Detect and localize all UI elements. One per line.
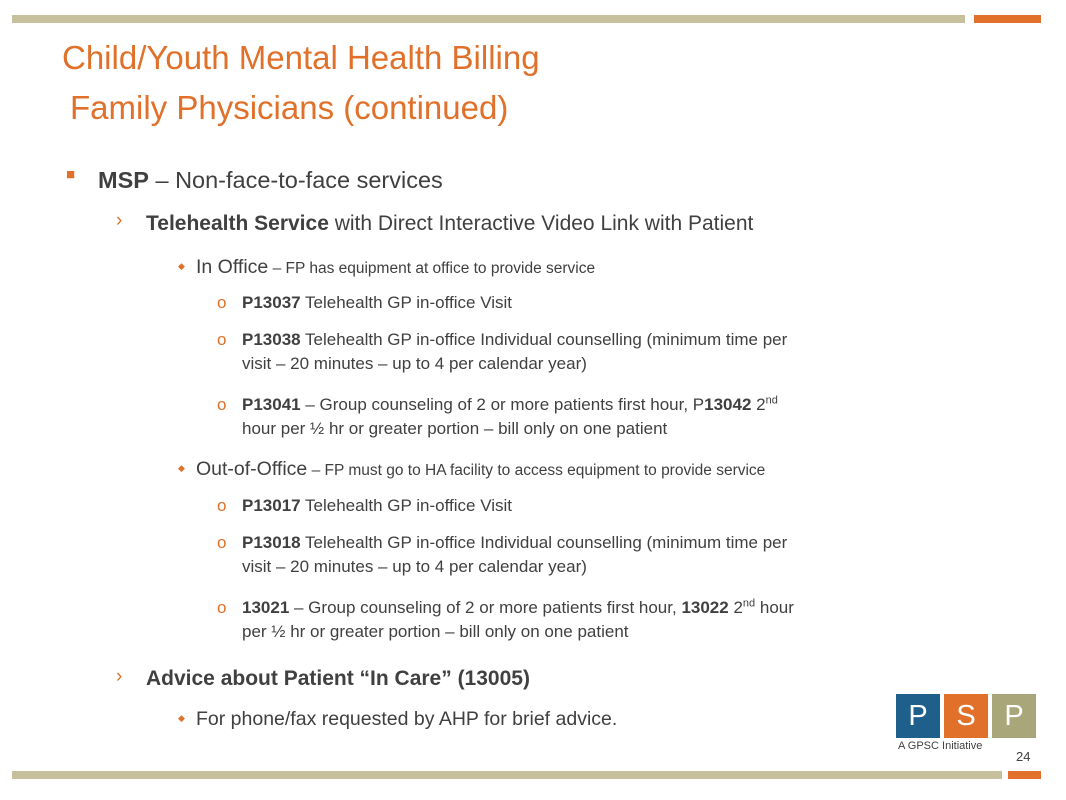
circle-bullet-icon: o [217,598,227,617]
circle-bullet-icon: o [217,330,227,349]
msp-heading: MSP – Non-face-to-face services [98,167,443,193]
bottom-bar-orange [1008,771,1041,779]
in-office-item-1: P13037 Telehealth GP in-office Visit [242,293,512,312]
logo-letter-p2: P [992,694,1036,738]
title-line-2: Family Physicians (continued) [70,89,509,126]
page-number: 24 [1016,749,1031,764]
telehealth-heading: Telehealth Service with Direct Interactive Video Link with Patient [146,212,754,235]
arrow-bullet-icon: › [116,210,123,231]
in-office-item-3: P13041 – Group counseling of 2 or more patients first hour, P13042 2nd hour per ½ hr or greater portion – bill only on one patient [242,394,778,438]
out-office-item-1: P13017 Telehealth GP in-office Visit [242,496,512,515]
circle-bullet-icon: o [217,293,227,312]
title-line-1: Child/Youth Mental Health Billing [62,39,540,76]
circle-bullet-icon: o [217,496,227,515]
advice-heading: Advice about Patient “In Care” (13005) [146,667,530,690]
diamond-bullet-icon: ◆ [178,261,185,271]
bottom-bar-olive [12,771,1002,779]
diamond-bullet-icon: ◆ [178,463,185,473]
in-office-item-2: P13038 Telehealth GP in-office Individual counselling (minimum time per visit – 20 minutes – up to 4 per calendar year) [242,330,788,373]
circle-bullet-icon: o [217,533,227,552]
logo-letter-s: S [944,694,988,738]
msp-label: MSP [98,167,149,193]
circle-bullet-icon: o [217,395,227,414]
out-office-item-3: 13021 – Group counseling of 2 or more patients first hour, 13022 2nd hour per ½ hr or greater portion – bill only on one patient [242,597,794,641]
logo-letter-p1: P [896,694,940,738]
out-office-item-2: P13018 Telehealth GP in-office Individual counselling (minimum time per visit – 20 minutes – up to 4 per calendar year) [242,533,788,576]
out-office-heading: Out-of-Office – FP must go to HA facility to access equipment to provide service [196,458,766,480]
square-bullet-icon: ■ [66,166,76,183]
in-office-heading: In Office – FP has equipment at office to provide service [196,256,596,278]
top-bar-orange [974,15,1041,23]
logo-caption: A GPSC Initiative [898,740,983,752]
advice-item: For phone/fax requested by AHP for brief advice. [196,708,618,730]
diamond-bullet-icon: ◆ [178,713,185,723]
top-bar-olive [12,15,965,23]
arrow-bullet-icon: › [116,666,123,687]
